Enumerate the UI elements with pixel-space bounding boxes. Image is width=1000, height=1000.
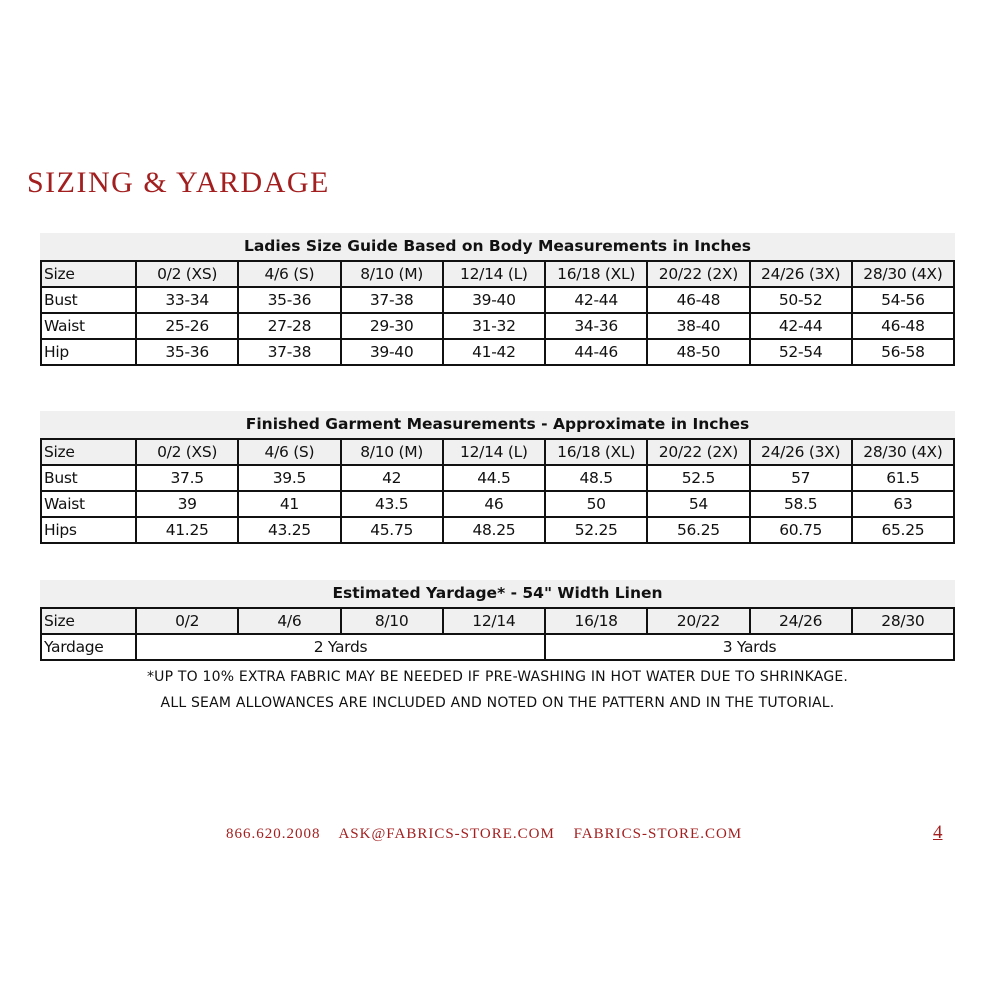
table-cell: 34-36 [545,313,647,339]
table-cell: 54-56 [852,287,954,313]
finished-garment-table [40,438,955,544]
header-cell: 20/22 (2X) [647,261,749,287]
header-cell: 24/26 (3X) [750,439,852,465]
footer [226,826,756,843]
header-cell: 16/18 [545,608,647,634]
note-seam-allowances: ALL SEAM ALLOWANCES ARE INCLUDED AND NOTED ON THE PATTERN AND IN THE TUTORIAL. [160,695,835,711]
row-label: Waist [41,491,136,517]
table-cell: 46-48 [852,313,954,339]
table-cell: 45.75 [341,517,443,543]
table-row [41,339,954,365]
table-cell: 35-36 [238,287,340,313]
table-row [41,287,954,313]
header-cell: 24/26 [750,608,852,634]
yardage-group-2: 3 Yards [545,634,954,660]
row-label: Waist [41,313,136,339]
header-cell: 20/22 [647,608,749,634]
table-cell: 46-48 [647,287,749,313]
yardage-section [40,580,955,661]
table-cell: 42 [341,465,443,491]
row-label: Hip [41,339,136,365]
header-cell: 12/14 [443,608,545,634]
page-number: 4 [933,822,943,843]
table-cell: 37-38 [341,287,443,313]
header-cell: Size [41,608,136,634]
table-cell: 56.25 [647,517,749,543]
header-cell: 20/22 (2X) [647,439,749,465]
header-cell: 16/18 (XL) [545,261,647,287]
finished-garment-title: Finished Garment Measurements - Approximate in Inches [40,411,955,438]
body-measurements-title: Ladies Size Guide Based on Body Measurements in Inches [40,233,955,260]
table-cell: 37-38 [238,339,340,365]
yardage-group-1: 2 Yards [136,634,545,660]
row-label: Bust [41,287,136,313]
table-cell: 52.5 [647,465,749,491]
finished-garment-section [40,411,955,544]
header-cell: 8/10 [341,608,443,634]
footer-website[interactable]: FABRICS-STORE.COM [573,826,743,842]
table-cell: 50 [545,491,647,517]
header-cell: 8/10 (M) [341,439,443,465]
body-measurements-table [40,260,955,366]
table-cell: 25-26 [136,313,238,339]
header-cell: 24/26 (3X) [750,261,852,287]
table-cell: 39-40 [443,287,545,313]
table-cell: 44.5 [443,465,545,491]
header-cell: 16/18 (XL) [545,439,647,465]
table-cell: 41-42 [443,339,545,365]
header-cell: 28/30 [852,608,954,634]
footer-email[interactable]: ASK@FABRICS-STORE.COM [338,826,555,842]
table-cell: 39.5 [238,465,340,491]
table-cell: 48-50 [647,339,749,365]
header-cell: 4/6 (S) [238,439,340,465]
table-cell: 60.75 [750,517,852,543]
header-cell: 0/2 (XS) [136,439,238,465]
table-row [41,634,954,660]
table-cell: 27-28 [238,313,340,339]
header-cell: 8/10 (M) [341,261,443,287]
table-cell: 65.25 [852,517,954,543]
header-cell: 28/30 (4X) [852,439,954,465]
table-cell: 54 [647,491,749,517]
table-cell: 63 [852,491,954,517]
table-header-row [41,261,954,287]
table-cell: 33-34 [136,287,238,313]
row-label: Bust [41,465,136,491]
header-cell: 4/6 (S) [238,261,340,287]
header-cell: 0/2 [136,608,238,634]
notes [40,664,955,716]
table-cell: 44-46 [545,339,647,365]
table-row [41,517,954,543]
header-cell: 12/14 (L) [443,439,545,465]
table-cell: 41 [238,491,340,517]
table-cell: 38-40 [647,313,749,339]
table-cell: 58.5 [750,491,852,517]
table-header-row [41,439,954,465]
header-cell: 0/2 (XS) [136,261,238,287]
table-cell: 42-44 [750,313,852,339]
table-cell: 48.25 [443,517,545,543]
header-cell: Size [41,439,136,465]
table-row [41,465,954,491]
table-cell: 46 [443,491,545,517]
table-cell: 35-36 [136,339,238,365]
table-row [41,491,954,517]
table-cell: 31-32 [443,313,545,339]
table-cell: 61.5 [852,465,954,491]
table-row [41,313,954,339]
table-cell: 42-44 [545,287,647,313]
table-cell: 56-58 [852,339,954,365]
row-label: Hips [41,517,136,543]
row-label: Yardage [41,634,136,660]
table-cell: 43.25 [238,517,340,543]
table-cell: 37.5 [136,465,238,491]
yardage-title: Estimated Yardage* - 54" Width Linen [40,580,955,607]
table-cell: 39-40 [341,339,443,365]
footer-phone[interactable]: 866.620.2008 [226,826,321,842]
header-cell: 12/14 (L) [443,261,545,287]
header-cell: 4/6 [238,608,340,634]
table-cell: 52-54 [750,339,852,365]
table-cell: 57 [750,465,852,491]
table-cell: 39 [136,491,238,517]
table-cell: 52.25 [545,517,647,543]
table-cell: 48.5 [545,465,647,491]
table-cell: 43.5 [341,491,443,517]
table-cell: 29-30 [341,313,443,339]
header-cell: 28/30 (4X) [852,261,954,287]
table-cell: 41.25 [136,517,238,543]
yardage-table [40,607,955,661]
table-cell: 50-52 [750,287,852,313]
body-measurements-section [40,233,955,366]
note-shrinkage: *UP TO 10% EXTRA FABRIC MAY BE NEEDED IF PRE-WASHING IN HOT WATER DUE TO SHRINKAGE. [146,669,849,685]
page-title: SIZING & YARDAGE [27,166,330,199]
header-cell: Size [41,261,136,287]
table-header-row [41,608,954,634]
